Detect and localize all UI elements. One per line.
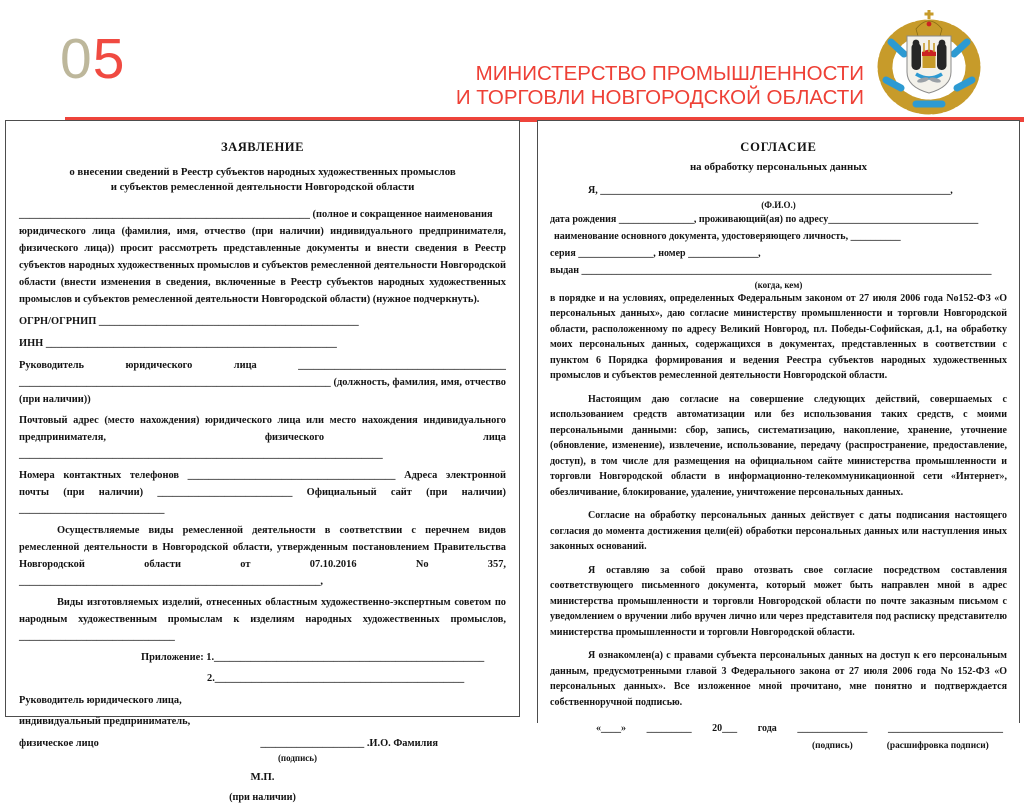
date-year-blank: 20___ — [712, 723, 738, 734]
application-subtitle — [19, 165, 506, 195]
consent-name-blank: _______________________ — [887, 723, 1003, 734]
consent-name-caption: (расшифровка подписи) — [886, 740, 989, 751]
application-subtitle-line1: о внесении сведений в Реестр субъектов народных художественных промыслов — [69, 166, 456, 178]
application-document — [5, 120, 520, 803]
attachment-line-2: 2.________________________________________________ — [207, 673, 465, 684]
inn-field: ИНН ________________________________________________________ — [19, 338, 337, 349]
birthdate-address-line: дата рождения _______________, проживающий(ая) по адресу______________________________ — [550, 214, 979, 225]
ministry-name-line2: И ТОРГОВЛИ НОВГОРОДСКОЙ ОБЛАСТИ — [455, 86, 864, 109]
signer-role-line3: физическое лицо — [19, 738, 99, 749]
contacts-paragraph: Номера контактных телефонов ________________________________________ Адреса электронной почты (при наличии) __________________________ Официальный сайт (при наличии) ____________________________ — [19, 470, 506, 515]
consent-paragraph-3: Согласие на обработку персональных данных действует с даты подписания настоящего согласия до момента достижения цели(ей) обработки персональных данных или наступления иных законных оснований. — [550, 510, 1007, 552]
consent-paragraph-1: в порядке и на условиях, определенных Федеральным законом от 27 июля 2006 года No152-ФЗ «О персональных данных», даю согласие министерству промышленности и торговли Новгородской области, расположенному по адресу Великий Новгород, пл. Победы-Софийская, д.1, на обработку моих персональных данных, содержащихся в документах, представленных в соответствии с пунктом 6 Порядка формирования и ведения Реестра субъектов народных художественных промыслов и субъектов ремесленной деятельности Новгородской области. — [550, 292, 1007, 381]
head-of-entity-field-line1: Руководитель юридического лица ________________________________________ — [19, 360, 506, 371]
ministry-name-line1: МИНИСТЕРСТВО ПРОМЫШЛЕННОСТИ — [475, 62, 864, 85]
date-signature-row — [550, 721, 1007, 737]
head-of-entity-field-line2: ____________________________________________________________ (должность, фамилия, имя, отчество (при наличии)) — [19, 377, 506, 405]
consent-signature-caption: (подпись) — [812, 740, 853, 751]
consent-paragraph-4: Я оставляю за собой право отозвать свое согласие посредством составления соответствующего письменного документа, который может быть направлен мной в адрес министерства промышленности и торговли Новгородской области по почте заказным письмом с уведомлением о вручении либо вручен лично или через представителя под расписку представителю министерства промышленности и торговли Новгородской области. — [550, 564, 1007, 638]
postal-address-paragraph: Почтовый адрес (место нахождения) юридического лица или место нахождения индивидуального предпринимателя, физического лица ______________________________________________________________________ — [19, 415, 506, 460]
consent-document — [537, 120, 1020, 751]
signer-role-line2: индивидуальный предприниматель, — [19, 716, 191, 727]
consent-paragraph-5: Я ознакомлен(а) с правами субъекта персональных данных на доступ к его персональным данным, предусмотренными главой 3 Федерального закона от 27 июля 2006 года No 152-ФЗ «О персональных данных». Все изложенное мной прочитано, мне понятно и подтверждается собственноручной подписью. — [550, 650, 1007, 708]
issued-by-line: выдан __________________________________________________________________________________ — [550, 265, 992, 276]
signer-role-line1: Руководитель юридического лица, — [19, 695, 182, 706]
attachment-line-1: Приложение: 1.____________________________________________________ — [141, 652, 485, 663]
date-day-blank: «____» — [596, 723, 626, 734]
application-body-paragraph: юридического лица (фамилия, имя, отчество (при наличии) индивидуального предпринимателя, физического лица)) просит рассмотреть представленные документы и внести сведения в Реестр субъектов народных художественных промыслов и субъектов ремесленной деятельности Новгородской области (внести изменения в сведения, включенные в Реестр субъектов народных художественных промыслов и субъектов ремесленной деятельности Новгородской области) (нужное подчеркнуть). — [19, 226, 506, 305]
slide-number-five: 5 — [92, 27, 126, 91]
identity-document-line: наименование основного документа, удостоверяющего личность, __________ — [554, 231, 901, 242]
application-title: ЗАЯВЛЕНИЕ — [220, 140, 305, 154]
ogrn-field: ОГРН/ОГРНИП __________________________________________________ — [19, 316, 359, 327]
stamp-caption: (при наличии) — [229, 792, 296, 803]
signature-captions-row — [550, 739, 1007, 755]
series-number-line: серия _______________, номер ______________, — [550, 248, 761, 259]
date-month-blank: _________ — [646, 723, 692, 734]
coat-of-arms-icon — [868, 10, 990, 116]
ministry-name — [456, 62, 864, 110]
consent-title: СОГЛАСИЕ — [740, 140, 817, 154]
signature-blank-group — [260, 735, 438, 752]
date-year-word: года — [757, 723, 777, 734]
slide-number — [60, 26, 125, 92]
stamp-mark: М.П. — [250, 771, 275, 783]
consent-signature-blank: ______________ — [797, 723, 868, 734]
fio-caption: (Ф.И.О.) — [761, 199, 796, 210]
products-paragraph: Виды изготовляемых изделий, отнесенных областным художественно-экспертным советом по народным художественным промыслам к изделиям народных художественных промыслов, ______________________________ — [19, 597, 506, 642]
consent-paragraph-2: Настоящим даю согласие на совершение следующих действий, совершаемых с использованием средств автоматизации или без использования таких средств, с моими персональными данными: сбор, запись, систематизацию, накопление, хранение, уточнение (обновление, изменение), извлечение, использование, передачу (распространение, предоставление, доступ), в том числе для размещения на официальном сайте министерства промышленности и торговли Новгородской области в информационно-телекоммуникационной сети «Интернет», обезличивание, блокирование, удаление, уничтожение персональных данных. — [550, 393, 1007, 498]
signer-signature-row — [19, 735, 506, 752]
issued-caption: (когда, кем) — [754, 279, 803, 290]
signature-name-placeholder: .И.О. Фамилия — [364, 738, 438, 749]
applicant-name-blank: ________________________________________________________ (полное и сокращенное наименования — [19, 209, 493, 220]
consent-subtitle: на обработку персональных данных — [689, 160, 868, 173]
application-subtitle-line2: и субъектов ремесленной деятельности Новгородской области — [110, 181, 415, 193]
signature-caption: (подпись) — [277, 753, 318, 763]
signature-blank: ____________________ — [260, 738, 365, 749]
fio-blank-line: Я, ______________________________________________________________________, — [588, 185, 953, 196]
craft-activities-paragraph: Осуществляемые виды ремесленной деятельности в соответствии с перечнем видов ремесленной деятельности в Новгородской области, утвержденным постановлением Правительства Новгородской области от 07.10.2016 No 357, __________________________________________________________, — [19, 525, 506, 587]
slide-number-zero: 0 — [60, 27, 93, 91]
